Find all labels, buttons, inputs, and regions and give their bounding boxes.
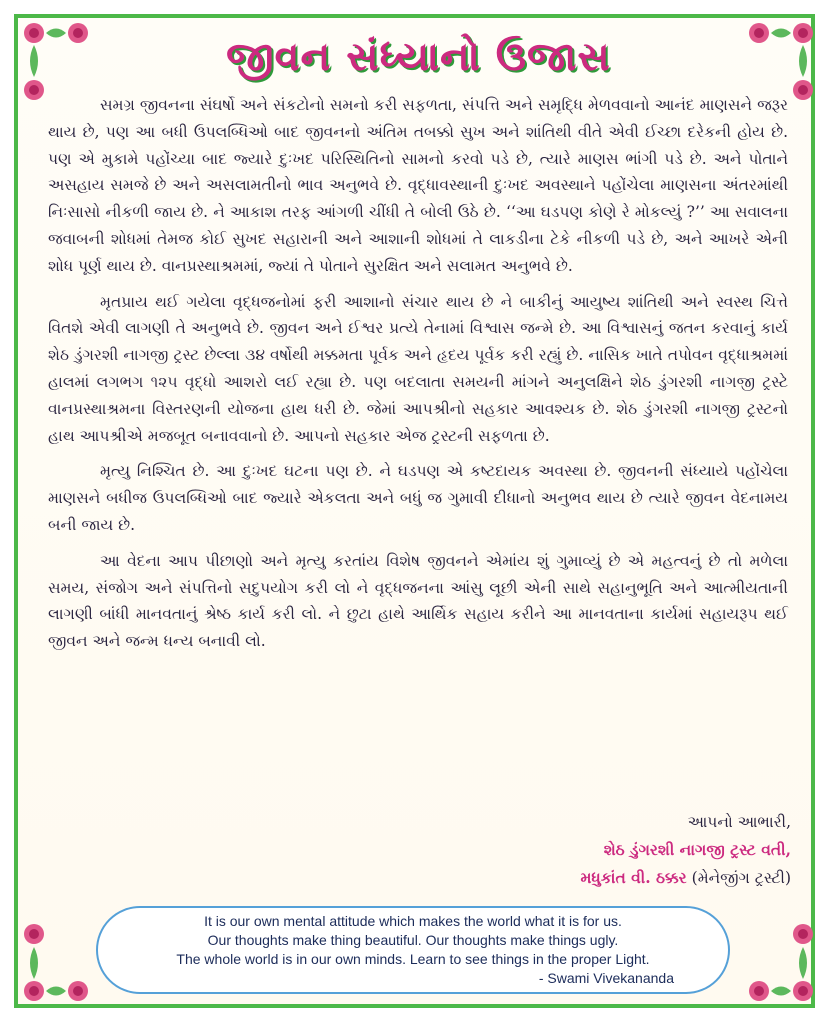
quote-author: - Swami Vivekananda	[538, 970, 674, 986]
paragraph: મૃત્યુ નિશ્ચિત છે. આ દુઃખદ ઘટના પણ છે. ને ઘડપણ એ કષ્ટદાયક અવસ્થા છે. જીવનની સંધ્યાયે પહોંચેલા માણસને બધીજ ઉપલબ્ધિઓ બાદ જ્યારે એકલતા અને બધું જ ગુમાવી દીધાનો અનુભવ થાય છે ત્યારે જીવન વેદનામય બની જાય છે.	[48, 462, 788, 534]
page-title: જીવન સંધ્યાનો ઉજાસ	[226, 34, 611, 80]
rose-ornament-icon	[20, 918, 90, 1004]
quote-line: It is our own mental attitude which makes the world what it is for us.	[204, 913, 622, 929]
signature-block	[580, 808, 791, 892]
paragraph: મૃતપ્રાય થઈ ગયેલા વૃદ્ધજનોમાં ફરી આશાનો સંચાર થાય છે ને બાકીનું આયુષ્ય શાંતિથી અને સ્વસ્થ ચિત્તે વિતશે એવી લાગણી તે અનુભવે છે. જીવન અને ઈશ્વર પ્રત્યે તેનામાં વિશ્વાસ જન્મે છે. આ વિશ્વાસનું જતન કરવાનું કાર્ય શેઠ ડુંગરશી નાગજી ટ્રસ્ટ છેલ્લા ૩૪ વર્ષોથી મક્કમતા પૂર્વક અને હૃદય પૂર્વક કરી રહ્યું છે. નાસિક ખાતે તપોવન વૃદ્ધાશ્રમમાં હાલમાં લગભગ ૧૨૫ વૃદ્ધો આશરો લઈ રહ્યા છે. પણ બદલાતા સમયની માંગને અનુલક્ષિને શેઠ ડુંગરશી નાગજી ટ્રસ્ટે વાનપ્રસ્થાશ્રમના વિસ્તરણની યોજના હાથ ધરી છે. જેમાં આપશ્રીનો સહકાર આવશ્યક છે. શેઠ ડુંગરશી નાગજી ટ્રસ્ટનો હાથ આપશ્રીએ મજબૂત બનાવવાનો છે. આપનો સહકાર એજ ટ્રસ્ટની સફળતા છે.	[48, 292, 788, 445]
article-body	[48, 92, 788, 664]
signature-closing: આપનો આભારી,	[687, 813, 791, 831]
quote-box	[96, 906, 730, 994]
paragraph: સમગ્ર જીવનના સંઘર્ષો અને સંકટોનો સમનો કરી સફળતા, સંપત્તિ અને સમૃદ્ધિ મેળવવાનો આનંદ માણસને જરૂર થાય છે, પણ આ બધી ઉપલબ્ધિઓ બાદ જીવનનો અંતિમ તબક્કો સુખ અને શાંતિથી વીતે એવી ઈચ્છા દરેકની હોય છે. પણ એ મુકામે પહોંચ્યા બાદ જ્યારે દુઃખદ પરિસ્થિતિનો સામનો કરવો પડે છે, ત્યારે માણસ ભાંગી પડે છે. અને પોતાને અસહાય સમજે છે અને અસલામતીનો ભાવ અનુભવે છે. વૃદ્ધાવસ્થાની દુઃખદ અવસ્થાને પહોંચેલા માણસના અંતરમાંથી નિઃસાસો નીકળી જાય છે. ને આકાશ તરફ આંગળી ચીંધી તે બોલી ઉઠે છે. ‘‘આ ઘડપણ કોણે રે મોકલ્યું ?’’ આ સવાલના જવાબની શોધમાં તેમજ કોઈ સુખદ સહારાની અને આશાની શોધમાં તે લાકડીના ટેકે નીકળી પડે છે, અને આખરે એની શોધ પૂર્ણ થાય છે. વાનપ્રસ્થાશ્રમમાં, જ્યાં તે પોતાને સુરક્ષિત અને સલામત અનુભવે છે.	[48, 96, 788, 275]
quote-line: Our thoughts make thing beautiful. Our thoughts make things ugly.	[207, 932, 619, 948]
rose-ornament-icon	[747, 918, 817, 1004]
signature-org: શેઠ ડુંગરશી નાગજી ટ્રસ્ટ વતી,	[603, 840, 791, 859]
signature-name: મધુકાંત વી. ઠક્કર	[580, 868, 687, 887]
paragraph: આ વેદના આપ પીછાણો અને મૃત્યુ કરતાંય વિશેષ જીવનને એમાંય શું ગુમાવ્યું છે એ મહત્વનું છે તો મળેલા સમય, સંજોગ અને સંપત્તિનો સદુપયોગ કરી લો ને વૃદ્ધજનના આંસુ લૂછી એની સાથે સહાનુભૂતિ અને આત્મીયતાની લાગણી બાંધી માનવતાનું શ્રેષ્ઠ કાર્ય કરી લો. ને છુટા હાથે આર્થિક સહાય કરીને આ માનવતાના કાર્યમાં સહાયરૂપ થઈ જીવન અને જન્મ ધન્ય બનાવી લો.	[48, 551, 788, 651]
signature-role: (મેનેજીંગ ટ્રસ્ટી)	[691, 869, 791, 887]
quote-line: The whole world is in our own minds. Learn to see things in the proper Light.	[176, 951, 650, 967]
